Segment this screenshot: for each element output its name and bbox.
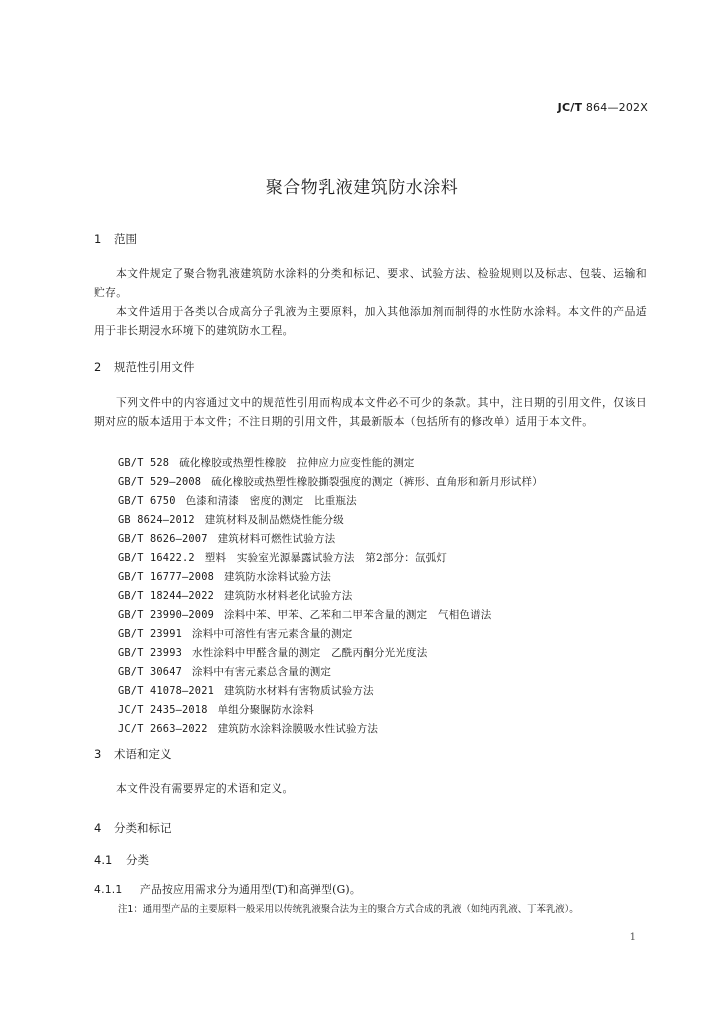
reference-name: 建筑材料及制品燃烧性能分级 bbox=[204, 514, 344, 526]
section-1-paragraph-2: 本文件适用于各类以合成高分子乳液为主要原料，加入其他添加剂而制得的水性防水涂料。本文件的产品适用于非长期浸水环境下的建筑防水工程。 bbox=[94, 305, 647, 337]
reference-item bbox=[118, 549, 543, 568]
normative-references-list bbox=[118, 454, 543, 739]
reference-name: 涂料中可溶性有害元素含量的测定 bbox=[192, 628, 353, 640]
section-1-paragraph-1: 本文件规定了聚合物乳液建筑防水涂料的分类和标记、要求、试验方法、检验规则以及标志、包装、运输和贮存。 bbox=[94, 267, 647, 299]
page-number: 1 bbox=[629, 932, 636, 943]
reference-item bbox=[118, 511, 543, 530]
section-3-paragraph-1: 本文件没有需要界定的术语和定义。 bbox=[116, 782, 294, 795]
subsection-number: 4.1 bbox=[94, 853, 113, 867]
reference-item bbox=[118, 682, 543, 701]
reference-name: 建筑防水涂料涂膜吸水性试验方法 bbox=[217, 723, 379, 735]
reference-item bbox=[118, 663, 543, 682]
document-title: 聚合物乳液建筑防水涂料 bbox=[265, 178, 459, 198]
reference-item bbox=[118, 701, 543, 720]
section-title: 分类和标记 bbox=[114, 821, 172, 835]
reference-item bbox=[118, 720, 543, 739]
section-1-heading bbox=[94, 232, 137, 246]
clause-number: 4.1.1 bbox=[94, 883, 123, 896]
reference-code: GB/T 8626—2007 bbox=[118, 533, 208, 545]
reference-name: 建筑防水材料老化试验方法 bbox=[224, 590, 353, 602]
reference-item bbox=[118, 473, 543, 492]
section-title: 规范性引用文件 bbox=[114, 360, 195, 374]
note-text: 通用型产品的主要原料一般采用以传统乳液聚合法为主的聚合方式合成的乳液（如纯丙乳液、丁苯乳液）。 bbox=[142, 904, 579, 915]
reference-code: GB/T 529—2008 bbox=[118, 476, 202, 488]
section-2-paragraph-1: 下列文件中的内容通过文中的规范性引用而构成本文件必不可少的条款。其中，注日期的引用文件，仅该日期对应的版本适用于本文件；不注日期的引用文件，其最新版本（包括所有的修改单）适用于本文件。 bbox=[94, 396, 647, 428]
section-number: 1 bbox=[94, 232, 102, 246]
reference-item bbox=[118, 644, 543, 663]
reference-name: 塑料 实验室光源暴露试验方法 第2部分：氙弧灯 bbox=[204, 552, 448, 564]
section-4-heading bbox=[94, 821, 172, 835]
section-title: 术语和定义 bbox=[114, 747, 172, 761]
reference-item bbox=[118, 606, 543, 625]
reference-code: GB 8624—2012 bbox=[118, 514, 195, 526]
reference-item bbox=[118, 492, 543, 511]
reference-name: 水性涂料中甲醛含量的测定 乙酰丙酮分光光度法 bbox=[192, 647, 428, 659]
subsection-title: 分类 bbox=[126, 853, 149, 867]
section-3-heading bbox=[94, 747, 172, 761]
standard-number: 864—202X bbox=[585, 101, 648, 114]
note-label: 注1： bbox=[118, 904, 143, 915]
reference-name: 硫化橡胶或热塑性橡胶撕裂强度的测定（裤形、直角形和新月形试样） bbox=[211, 476, 543, 488]
reference-code: GB/T 528 bbox=[118, 457, 170, 469]
reference-code: GB/T 23990—2009 bbox=[118, 609, 214, 621]
reference-code: GB/T 16422.2 bbox=[118, 552, 195, 564]
reference-name: 涂料中苯、甲苯、乙苯和二甲苯含量的测定 气相色谱法 bbox=[224, 609, 492, 621]
reference-name: 建筑防水材料有害物质试验方法 bbox=[224, 685, 374, 697]
section-number: 4 bbox=[94, 821, 102, 835]
reference-name: 建筑防水涂料试验方法 bbox=[224, 571, 331, 583]
reference-name: 色漆和清漆 密度的测定 比重瓶法 bbox=[185, 495, 357, 507]
reference-code: JC/T 2435—2018 bbox=[118, 704, 208, 716]
note-1 bbox=[118, 904, 579, 916]
standard-prefix: JC/T bbox=[557, 101, 583, 114]
reference-name: 涂料中有害元素总含量的测定 bbox=[192, 666, 332, 678]
reference-item bbox=[118, 625, 543, 644]
reference-code: GB/T 23991 bbox=[118, 628, 182, 640]
clause-4-1-1 bbox=[94, 883, 361, 897]
reference-name: 硫化橡胶或热塑性橡胶 拉伸应力应变性能的测定 bbox=[179, 457, 415, 469]
reference-item bbox=[118, 587, 543, 606]
section-number: 2 bbox=[94, 360, 102, 374]
section-number: 3 bbox=[94, 747, 102, 761]
reference-item bbox=[118, 568, 543, 587]
reference-name: 单组分聚脲防水涂料 bbox=[217, 704, 314, 716]
reference-code: JC/T 2663—2022 bbox=[118, 723, 208, 735]
section-2-heading bbox=[94, 360, 195, 374]
reference-name: 建筑材料可燃性试验方法 bbox=[217, 533, 336, 545]
reference-code: GB/T 41078—2021 bbox=[118, 685, 214, 697]
clause-text: 产品按应用需求分为通用型(T)和高弹型(G)。 bbox=[140, 883, 361, 896]
reference-code: GB/T 16777—2008 bbox=[118, 571, 214, 583]
reference-item bbox=[118, 530, 543, 549]
reference-code: GB/T 6750 bbox=[118, 495, 176, 507]
reference-code: GB/T 30647 bbox=[118, 666, 182, 678]
reference-item bbox=[118, 454, 543, 473]
reference-code: GB/T 23993 bbox=[118, 647, 182, 659]
standard-code bbox=[558, 101, 648, 114]
subsection-4-1-heading bbox=[94, 853, 149, 867]
reference-code: GB/T 18244—2022 bbox=[118, 590, 214, 602]
section-title: 范围 bbox=[114, 232, 137, 246]
